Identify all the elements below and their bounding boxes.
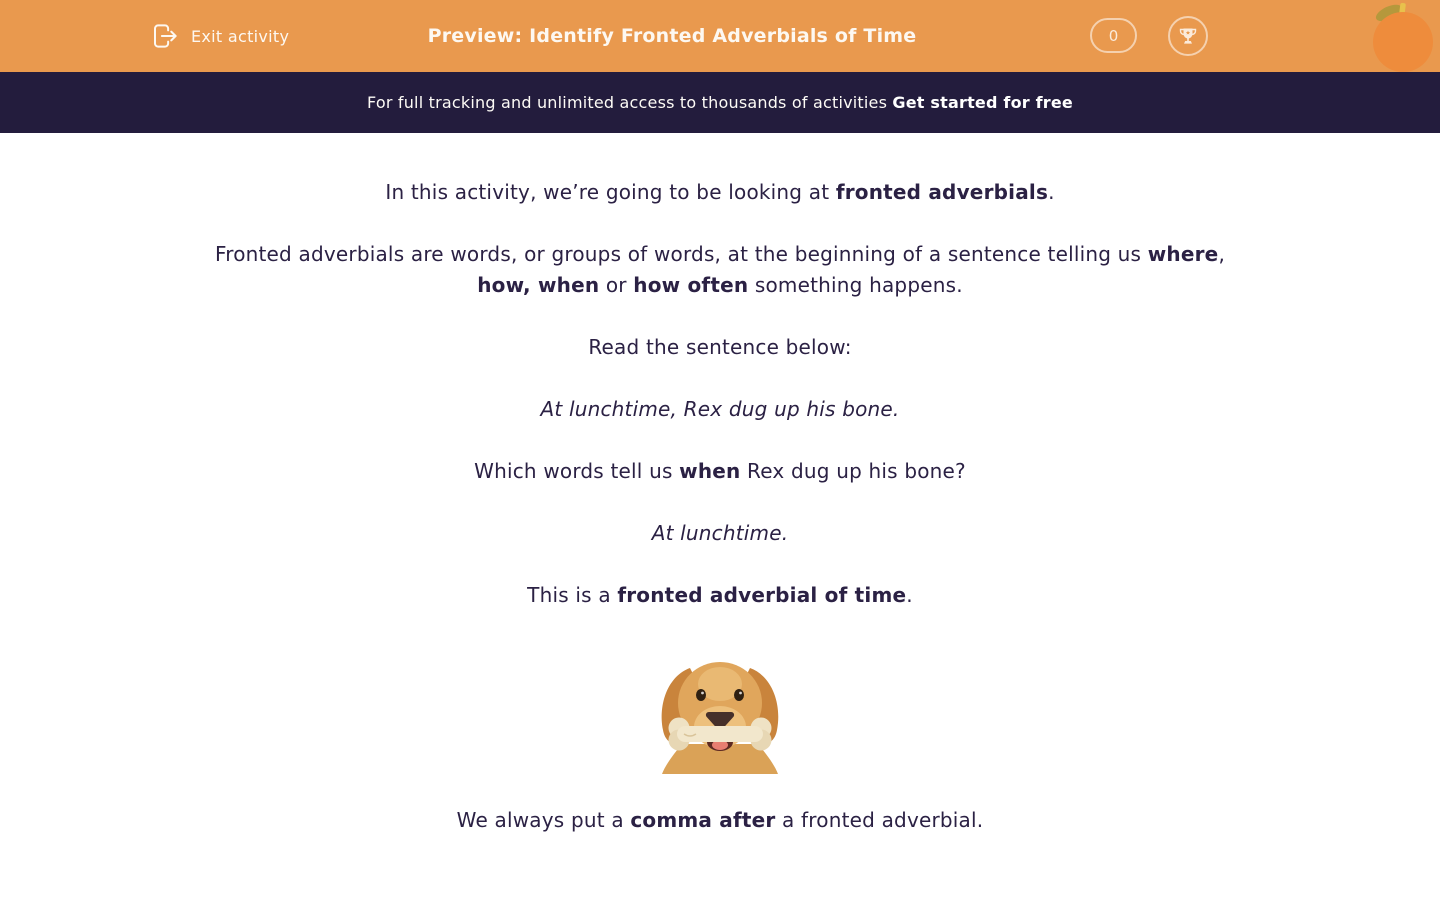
get-started-link[interactable]: Get started for free: [892, 93, 1073, 112]
page-title: Preview: Identify Fronted Adverbials of Time: [427, 25, 917, 47]
banner-text: For full tracking and unlimited access to thousands of activities: [367, 93, 893, 112]
brand-logo: [1368, 0, 1438, 72]
banner-message: [367, 93, 1073, 112]
comma-rule-paragraph: We always put a comma after a fronted adverbial.: [456, 808, 984, 832]
score-badge: [1090, 18, 1137, 53]
instruction-paragraph: Read the sentence below:: [588, 335, 852, 359]
trophy-badge: [1168, 16, 1208, 56]
app-header: [0, 0, 1440, 72]
explanation-paragraph: This is a fronted adverbial of time.: [527, 583, 913, 607]
question-paragraph: Which words tell us when Rex dug up his bone?: [474, 459, 966, 483]
answer-sentence: At lunchtime.: [651, 521, 789, 545]
signup-banner: [0, 72, 1440, 133]
trophy-icon: [1177, 25, 1199, 47]
activity-preview-content: [0, 133, 1440, 836]
example-sentence: At lunchtime, Rex dug up his bone.: [540, 397, 900, 421]
dog-with-bone-image: [650, 642, 790, 774]
intro-paragraph: In this activity, we’re going to be looking at fronted adverbials.: [385, 180, 1055, 204]
score-value: 0: [1108, 26, 1119, 45]
orange-fruit-logo-icon: [1368, 0, 1438, 72]
definition-paragraph: Fronted adverbials are words, or groups of words, at the beginning of a sentence telling us where, how, when or how often something happens.: [214, 242, 1226, 297]
exit-activity-label: Exit activity: [191, 26, 290, 46]
